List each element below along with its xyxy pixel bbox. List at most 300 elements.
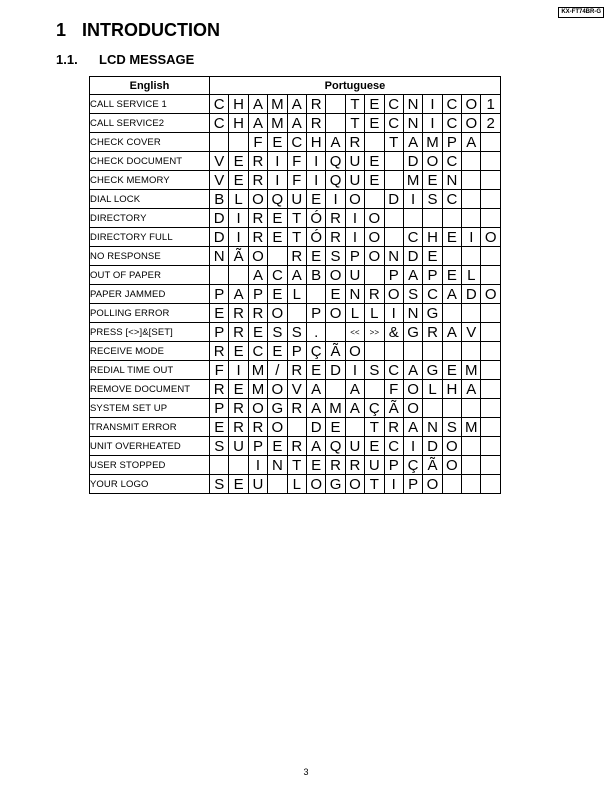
lcd-char-cell: O	[345, 342, 364, 361]
lcd-char-cell: O	[268, 380, 287, 399]
lcd-char-cell: S	[210, 475, 229, 494]
lcd-char-cell	[384, 152, 403, 171]
lcd-char-cell: O	[462, 114, 481, 133]
lcd-char-cell	[384, 228, 403, 247]
lcd-char-cell: R	[326, 228, 345, 247]
lcd-char-cell: B	[306, 266, 325, 285]
lcd-char-cell: H	[229, 95, 248, 114]
section-number: 1	[56, 20, 67, 40]
table-row	[90, 418, 501, 437]
english-message: POLLING ERROR	[90, 304, 210, 323]
lcd-char-cell: E	[423, 171, 442, 190]
lcd-char-cell: R	[287, 361, 306, 380]
lcd-char-cell: N	[345, 285, 364, 304]
table-row	[90, 399, 501, 418]
lcd-char-cell	[481, 399, 500, 418]
lcd-char-cell: E	[365, 437, 384, 456]
lcd-char-cell: G	[423, 304, 442, 323]
lcd-char-cell: E	[268, 133, 287, 152]
subsection-number: 1.1.	[56, 52, 78, 67]
lcd-char-cell: I	[229, 209, 248, 228]
lcd-char-cell: R	[229, 399, 248, 418]
lcd-char-cell: S	[287, 323, 306, 342]
lcd-char-cell: L	[423, 380, 442, 399]
lcd-char-cell: E	[248, 323, 267, 342]
lcd-char-cell: Q	[326, 171, 345, 190]
lcd-char-cell: C	[384, 437, 403, 456]
table-row	[90, 228, 501, 247]
lcd-char-cell: O	[345, 475, 364, 494]
lcd-char-cell: E	[365, 152, 384, 171]
lcd-char-cell	[403, 209, 422, 228]
lcd-char-cell: O	[403, 399, 422, 418]
lcd-char-cell: I	[384, 304, 403, 323]
lcd-char-cell	[481, 437, 500, 456]
lcd-char-cell: O	[481, 285, 500, 304]
lcd-char-cell: R	[326, 209, 345, 228]
lcd-char-cell: A	[442, 285, 461, 304]
lcd-char-cell: C	[210, 114, 229, 133]
lcd-char-cell: V	[210, 171, 229, 190]
lcd-char-cell	[462, 171, 481, 190]
lcd-char-cell: U	[248, 475, 267, 494]
lcd-char-cell: Ó	[306, 228, 325, 247]
lcd-char-cell: A	[345, 380, 364, 399]
lcd-char-cell: Ç	[365, 399, 384, 418]
lcd-char-cell: F	[384, 380, 403, 399]
lcd-char-cell: A	[248, 266, 267, 285]
lcd-char-cell: I	[229, 228, 248, 247]
lcd-char-cell: R	[287, 247, 306, 266]
lcd-char-cell	[268, 475, 287, 494]
lcd-char-cell	[481, 304, 500, 323]
lcd-char-cell	[326, 114, 345, 133]
lcd-char-cell	[384, 209, 403, 228]
lcd-char-cell: R	[248, 152, 267, 171]
lcd-char-cell: M	[248, 361, 267, 380]
english-message: CHECK DOCUMENT	[90, 152, 210, 171]
lcd-char-cell	[462, 456, 481, 475]
lcd-char-cell	[462, 152, 481, 171]
lcd-char-cell	[462, 304, 481, 323]
lcd-char-cell	[345, 418, 364, 437]
lcd-char-cell: L	[365, 304, 384, 323]
table-row	[90, 114, 501, 133]
lcd-char-cell: P	[287, 342, 306, 361]
table-row	[90, 285, 501, 304]
lcd-char-cell: E	[268, 437, 287, 456]
table-row	[90, 95, 501, 114]
lcd-char-cell: O	[442, 456, 461, 475]
lcd-char-cell: E	[306, 190, 325, 209]
lcd-char-cell: I	[462, 228, 481, 247]
subsection-title: LCD MESSAGE	[99, 52, 195, 67]
lcd-char-cell: R	[248, 418, 267, 437]
lcd-char-cell: C	[268, 266, 287, 285]
english-message: REMOVE DOCUMENT	[90, 380, 210, 399]
lcd-char-cell	[462, 399, 481, 418]
lcd-char-cell	[384, 171, 403, 190]
lcd-char-cell	[481, 209, 500, 228]
lcd-char-cell: M	[268, 114, 287, 133]
lcd-char-cell: E	[229, 475, 248, 494]
lcd-char-cell: C	[442, 95, 461, 114]
lcd-char-cell: I	[345, 361, 364, 380]
lcd-char-cell	[442, 342, 461, 361]
lcd-char-cell: F	[248, 133, 267, 152]
lcd-char-cell: I	[268, 152, 287, 171]
english-message: CALL SERVICE 1	[90, 95, 210, 114]
lcd-char-cell: E	[306, 456, 325, 475]
lcd-char-cell	[210, 266, 229, 285]
lcd-char-cell: V	[210, 152, 229, 171]
lcd-char-cell	[462, 475, 481, 494]
lcd-char-cell: H	[306, 133, 325, 152]
lcd-char-cell	[462, 247, 481, 266]
lcd-char-cell: N	[403, 304, 422, 323]
lcd-char-cell	[306, 285, 325, 304]
lcd-char-cell: E	[365, 114, 384, 133]
lcd-char-cell: O	[345, 190, 364, 209]
table-row	[90, 475, 501, 494]
lcd-char-cell: I	[384, 475, 403, 494]
lcd-char-cell: R	[248, 304, 267, 323]
lcd-char-cell: P	[384, 266, 403, 285]
page-number: 3	[303, 767, 309, 777]
lcd-char-cell: U	[229, 437, 248, 456]
lcd-char-cell: P	[345, 247, 364, 266]
lcd-char-cell: O	[365, 247, 384, 266]
lcd-char-cell: H	[229, 114, 248, 133]
lcd-char-cell: F	[287, 152, 306, 171]
lcd-char-cell: E	[365, 171, 384, 190]
lcd-char-cell: C	[248, 342, 267, 361]
lcd-char-cell: R	[306, 95, 325, 114]
lcd-char-cell: M	[268, 95, 287, 114]
lcd-char-cell: U	[345, 171, 364, 190]
lcd-char-cell: E	[442, 228, 461, 247]
lcd-char-cell: O	[384, 285, 403, 304]
lcd-char-cell: A	[442, 323, 461, 342]
table-row	[90, 152, 501, 171]
lcd-char-cell	[481, 456, 500, 475]
lcd-char-cell: D	[210, 228, 229, 247]
lcd-char-cell: N	[268, 456, 287, 475]
lcd-char-cell: A	[248, 114, 267, 133]
table-row	[90, 380, 501, 399]
lcd-char-cell: Q	[326, 152, 345, 171]
lcd-char-cell: F	[287, 171, 306, 190]
lcd-char-cell: I	[403, 437, 422, 456]
lcd-char-cell	[287, 304, 306, 323]
lcd-char-cell: R	[229, 418, 248, 437]
lcd-char-cell: E	[210, 418, 229, 437]
lcd-char-cell: E	[423, 247, 442, 266]
lcd-char-cell: P	[442, 133, 461, 152]
lcd-char-cell: T	[345, 95, 364, 114]
lcd-char-cell	[326, 95, 345, 114]
lcd-char-cell: E	[326, 285, 345, 304]
lcd-char-cell: P	[423, 266, 442, 285]
lcd-char-cell: A	[248, 95, 267, 114]
lcd-char-cell	[403, 342, 422, 361]
lcd-char-cell: E	[268, 228, 287, 247]
lcd-char-cell: R	[248, 209, 267, 228]
lcd-char-cell: P	[210, 399, 229, 418]
lcd-char-cell: M	[462, 361, 481, 380]
lcd-char-cell: Ó	[306, 209, 325, 228]
lcd-char-cell: Ç	[306, 342, 325, 361]
lcd-char-cell: G	[326, 475, 345, 494]
lcd-char-cell	[365, 190, 384, 209]
lcd-char-cell: S	[423, 190, 442, 209]
lcd-char-cell: L	[287, 475, 306, 494]
lcd-char-cell: R	[365, 285, 384, 304]
english-message: NO RESPONSE	[90, 247, 210, 266]
lcd-char-cell: E	[306, 361, 325, 380]
lcd-char-cell: T	[287, 456, 306, 475]
lcd-char-cell: E	[442, 361, 461, 380]
lcd-char-cell: E	[229, 380, 248, 399]
lcd-char-cell: A	[229, 285, 248, 304]
lcd-char-cell: 1	[481, 95, 500, 114]
section-title: INTRODUCTION	[82, 20, 220, 40]
lcd-char-cell: .	[306, 323, 325, 342]
lcd-char-cell: O	[248, 190, 267, 209]
lcd-char-cell	[481, 323, 500, 342]
lcd-char-cell: R	[345, 133, 364, 152]
lcd-message-table	[89, 76, 501, 494]
lcd-char-cell: >>	[365, 323, 384, 342]
lcd-char-cell: B	[210, 190, 229, 209]
lcd-char-cell: C	[442, 190, 461, 209]
lcd-char-cell: N	[384, 247, 403, 266]
lcd-char-cell: R	[287, 437, 306, 456]
lcd-char-cell: E	[442, 266, 461, 285]
lcd-char-cell: P	[210, 285, 229, 304]
english-message: SYSTEM SET UP	[90, 399, 210, 418]
english-message: DIAL LOCK	[90, 190, 210, 209]
english-message: DIRECTORY FULL	[90, 228, 210, 247]
lcd-char-cell: C	[384, 114, 403, 133]
lcd-char-cell: D	[306, 418, 325, 437]
english-message: CALL SERVICE2	[90, 114, 210, 133]
lcd-char-cell	[462, 209, 481, 228]
table-row	[90, 456, 501, 475]
lcd-char-cell	[229, 456, 248, 475]
lcd-char-cell: C	[287, 133, 306, 152]
lcd-char-cell	[287, 418, 306, 437]
lcd-char-cell: H	[423, 228, 442, 247]
lcd-char-cell: A	[403, 266, 422, 285]
lcd-char-cell	[365, 380, 384, 399]
lcd-char-cell: N	[423, 418, 442, 437]
table-row	[90, 190, 501, 209]
lcd-char-cell: P	[248, 437, 267, 456]
lcd-char-cell: E	[268, 342, 287, 361]
lcd-char-cell: O	[326, 266, 345, 285]
lcd-char-cell: O	[268, 304, 287, 323]
lcd-char-cell: Ã	[423, 456, 442, 475]
lcd-char-cell: I	[326, 190, 345, 209]
lcd-char-cell: N	[442, 171, 461, 190]
lcd-char-cell: S	[326, 247, 345, 266]
lcd-char-cell: C	[384, 361, 403, 380]
lcd-char-cell: I	[345, 228, 364, 247]
lcd-char-cell: A	[462, 380, 481, 399]
english-message: DIRECTORY	[90, 209, 210, 228]
lcd-char-cell: L	[229, 190, 248, 209]
lcd-char-cell: Ç	[403, 456, 422, 475]
lcd-char-cell: H	[442, 380, 461, 399]
lcd-char-cell: M	[248, 380, 267, 399]
lcd-char-cell: I	[345, 209, 364, 228]
lcd-char-cell: A	[287, 95, 306, 114]
lcd-char-cell: A	[462, 133, 481, 152]
lcd-char-cell: O	[326, 304, 345, 323]
english-message: UNIT OVERHEATED	[90, 437, 210, 456]
lcd-char-cell: Q	[268, 190, 287, 209]
lcd-char-cell: O	[423, 475, 442, 494]
lcd-char-cell: I	[423, 95, 442, 114]
lcd-char-cell	[210, 456, 229, 475]
lcd-char-cell: D	[403, 152, 422, 171]
lcd-char-cell: I	[423, 114, 442, 133]
lcd-char-cell: R	[229, 304, 248, 323]
lcd-char-cell: I	[268, 171, 287, 190]
lcd-char-cell: R	[248, 171, 267, 190]
lcd-char-cell: T	[384, 133, 403, 152]
lcd-char-cell	[462, 437, 481, 456]
lcd-char-cell: U	[365, 456, 384, 475]
lcd-char-cell: E	[229, 152, 248, 171]
lcd-char-cell: O	[248, 247, 267, 266]
lcd-char-cell: R	[287, 399, 306, 418]
lcd-char-cell: A	[287, 266, 306, 285]
lcd-char-cell: O	[268, 418, 287, 437]
lcd-char-cell: N	[210, 247, 229, 266]
column-header-portuguese: Portuguese	[210, 77, 501, 95]
lcd-char-cell: R	[326, 456, 345, 475]
lcd-char-cell: N	[403, 114, 422, 133]
table-row	[90, 171, 501, 190]
lcd-char-cell: A	[403, 361, 422, 380]
lcd-char-cell	[229, 266, 248, 285]
table-header-row	[90, 77, 501, 95]
lcd-char-cell	[462, 342, 481, 361]
lcd-char-cell	[442, 209, 461, 228]
lcd-char-cell: 2	[481, 114, 500, 133]
lcd-char-cell: D	[384, 190, 403, 209]
lcd-char-cell: E	[210, 304, 229, 323]
lcd-char-cell: P	[306, 304, 325, 323]
table-row	[90, 361, 501, 380]
lcd-char-cell: L	[345, 304, 364, 323]
lcd-char-cell: R	[423, 323, 442, 342]
lcd-char-cell: A	[306, 380, 325, 399]
lcd-char-cell: R	[248, 228, 267, 247]
lcd-char-cell: O	[365, 228, 384, 247]
lcd-char-cell: S	[442, 418, 461, 437]
lcd-char-cell: C	[210, 95, 229, 114]
lcd-char-cell: R	[384, 418, 403, 437]
lcd-char-cell	[481, 418, 500, 437]
lcd-char-cell: A	[287, 114, 306, 133]
lcd-char-cell: A	[326, 133, 345, 152]
lcd-char-cell	[442, 304, 461, 323]
lcd-char-cell: D	[462, 285, 481, 304]
lcd-char-cell: S	[403, 285, 422, 304]
lcd-char-cell	[442, 399, 461, 418]
lcd-char-cell: U	[287, 190, 306, 209]
english-message: CHECK MEMORY	[90, 171, 210, 190]
lcd-char-cell: O	[423, 152, 442, 171]
lcd-char-cell: O	[462, 95, 481, 114]
lcd-char-cell: T	[365, 418, 384, 437]
table-row	[90, 247, 501, 266]
lcd-char-cell: T	[365, 475, 384, 494]
lcd-char-cell	[481, 190, 500, 209]
lcd-char-cell: I	[306, 152, 325, 171]
lcd-char-cell: A	[306, 399, 325, 418]
lcd-char-cell: F	[210, 361, 229, 380]
lcd-char-cell	[442, 475, 461, 494]
english-message: PAPER JAMMED	[90, 285, 210, 304]
lcd-char-cell: C	[384, 95, 403, 114]
lcd-char-cell: E	[306, 247, 325, 266]
lcd-char-cell: A	[403, 418, 422, 437]
lcd-char-cell: S	[365, 361, 384, 380]
lcd-char-cell: U	[345, 152, 364, 171]
lcd-char-cell: C	[403, 228, 422, 247]
lcd-char-cell	[481, 266, 500, 285]
english-message: PRESS [<>]&[SET]	[90, 323, 210, 342]
table-row	[90, 266, 501, 285]
lcd-char-cell: &	[384, 323, 403, 342]
lcd-char-cell: E	[268, 209, 287, 228]
lcd-char-cell	[423, 399, 442, 418]
table-row	[90, 304, 501, 323]
lcd-char-cell: A	[345, 399, 364, 418]
lcd-char-cell	[481, 380, 500, 399]
lcd-char-cell: S	[210, 437, 229, 456]
lcd-char-cell	[365, 266, 384, 285]
lcd-char-cell: O	[306, 475, 325, 494]
subsection-heading	[56, 52, 194, 68]
lcd-char-cell: S	[268, 323, 287, 342]
lcd-char-cell: R	[210, 380, 229, 399]
lcd-char-cell: G	[268, 399, 287, 418]
table-row	[90, 342, 501, 361]
english-message: REDIAL TIME OUT	[90, 361, 210, 380]
lcd-char-cell	[365, 342, 384, 361]
lcd-char-cell	[481, 171, 500, 190]
lcd-char-cell: L	[462, 266, 481, 285]
lcd-char-cell	[423, 342, 442, 361]
lcd-char-cell: R	[210, 342, 229, 361]
lcd-char-cell: P	[248, 285, 267, 304]
lcd-char-cell: I	[306, 171, 325, 190]
lcd-char-cell: /	[268, 361, 287, 380]
lcd-char-cell	[442, 247, 461, 266]
lcd-char-cell: R	[229, 323, 248, 342]
lcd-char-cell: M	[403, 171, 422, 190]
lcd-char-cell: E	[365, 95, 384, 114]
lcd-char-cell: R	[345, 456, 364, 475]
lcd-char-cell: R	[306, 114, 325, 133]
lcd-char-cell	[423, 209, 442, 228]
lcd-char-cell: P	[210, 323, 229, 342]
